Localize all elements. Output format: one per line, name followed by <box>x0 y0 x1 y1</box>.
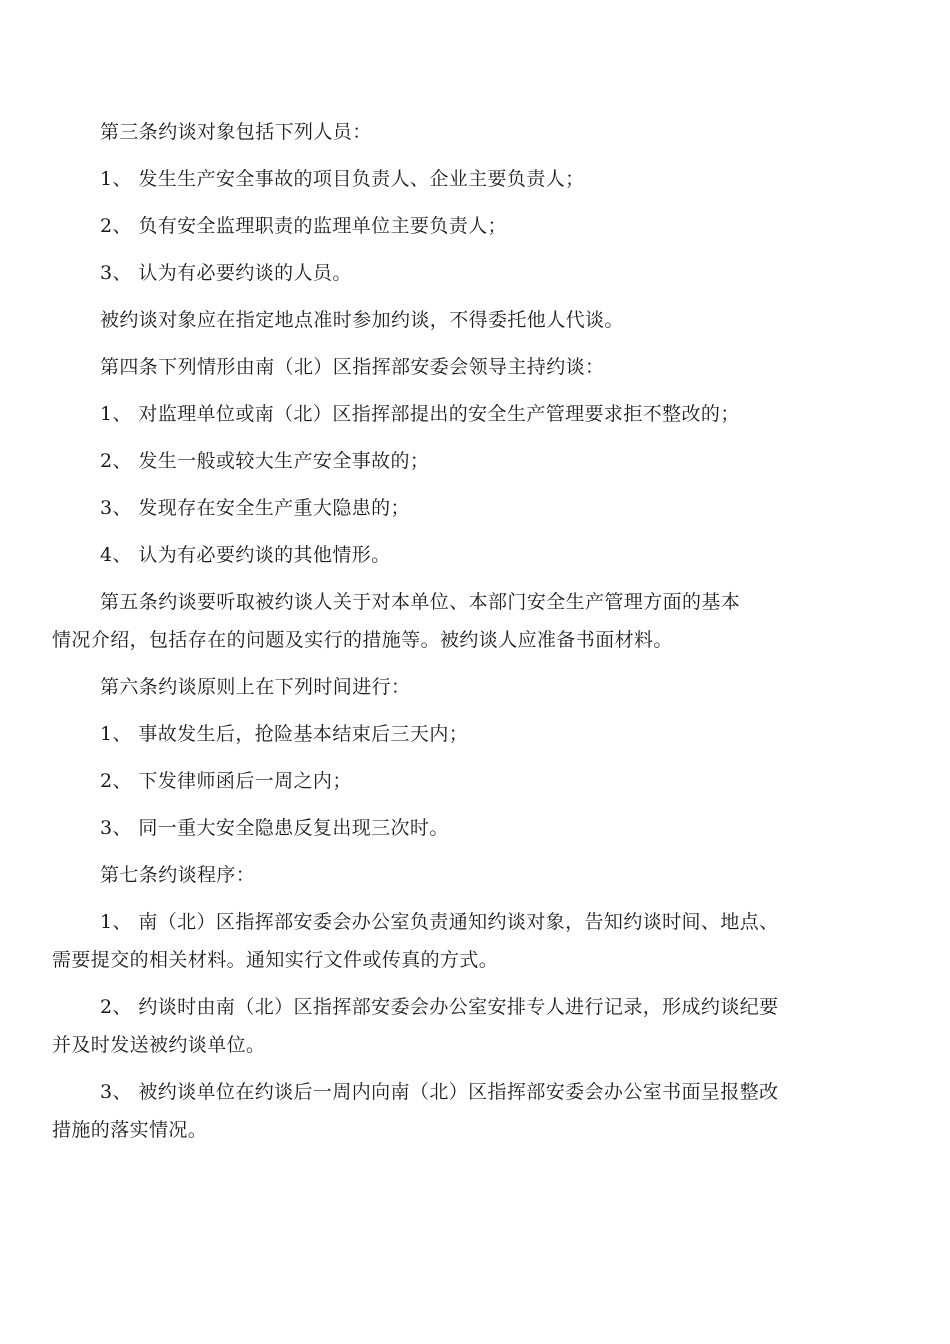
article-3-item-2: 2、 负有安全监理职责的监理单位主要负责人； <box>100 215 507 237</box>
article-3-note: 被约谈对象应在指定地点准时参加约谈，不得委托他人代谈。 <box>100 309 624 331</box>
article-5-line-1: 第五条约谈要听取被约谈人关于对本单位、本部门安全生产管理方面的基本 <box>100 591 741 613</box>
article-7-step-3-line-2: 措施的落实情况。 <box>52 1119 208 1141</box>
article-6-item-1: 1、 事故发生后，抢险基本结束后三天内； <box>100 723 469 745</box>
article-4-item-4: 4、 认为有必要约谈的其他情形。 <box>100 544 391 566</box>
article-7-step-2-line-1: 2、 约谈时由南（北）区指挥部安委会办公室安排专人进行记录，形成约谈纪要 <box>100 996 779 1018</box>
article-7-step-1-line-2: 需要提交的相关材料。通知实行文件或传真的方式。 <box>52 949 499 971</box>
article-7-step-3 <box>52 1073 852 1149</box>
article-4-heading: 第四条下列情形由南（北）区指挥部安委会领导主持约谈： <box>100 356 605 378</box>
article-6-heading: 第六条约谈原则上在下列时间进行： <box>100 676 411 698</box>
article-7-step-3-line-1: 3、 被约谈单位在约谈后一周内向南（北）区指挥部安委会办公室书面呈报整改 <box>100 1081 779 1103</box>
article-6-item-3: 3、 同一重大安全隐患反复出现三次时。 <box>100 817 449 839</box>
article-4-item-3: 3、 发现存在安全生产重大隐患的； <box>100 497 410 519</box>
article-5-line-2: 情况介绍，包括存在的问题及实行的措施等。被约谈人应准备书面材料。 <box>52 629 673 651</box>
article-7-step-2-line-2: 并及时发送被约谈单位。 <box>52 1034 266 1056</box>
article-4-item-1: 1、 对监理单位或南（北）区指挥部提出的安全生产管理要求拒不整改的； <box>100 403 740 425</box>
article-3-item-1: 1、 发生生产安全事故的项目负责人、企业主要负责人； <box>100 168 585 190</box>
article-3-item-3: 3、 认为有必要约谈的人员。 <box>100 262 352 284</box>
article-6-item-2: 2、 下发律师函后一周之内； <box>100 770 352 792</box>
article-3-heading: 第三条约谈对象包括下列人员： <box>100 121 372 143</box>
article-7-heading: 第七条约谈程序： <box>100 864 256 886</box>
article-7-step-1 <box>52 903 852 979</box>
article-5-paragraph <box>52 583 852 659</box>
document-body <box>52 113 852 1158</box>
article-4-item-2: 2、 发生一般或较大生产安全事故的； <box>100 450 430 472</box>
article-7-step-2 <box>52 988 852 1064</box>
article-7-step-1-line-1: 1、 南（北）区指挥部安委会办公室负责通知约谈对象，告知约谈时间、地点、 <box>100 911 779 933</box>
